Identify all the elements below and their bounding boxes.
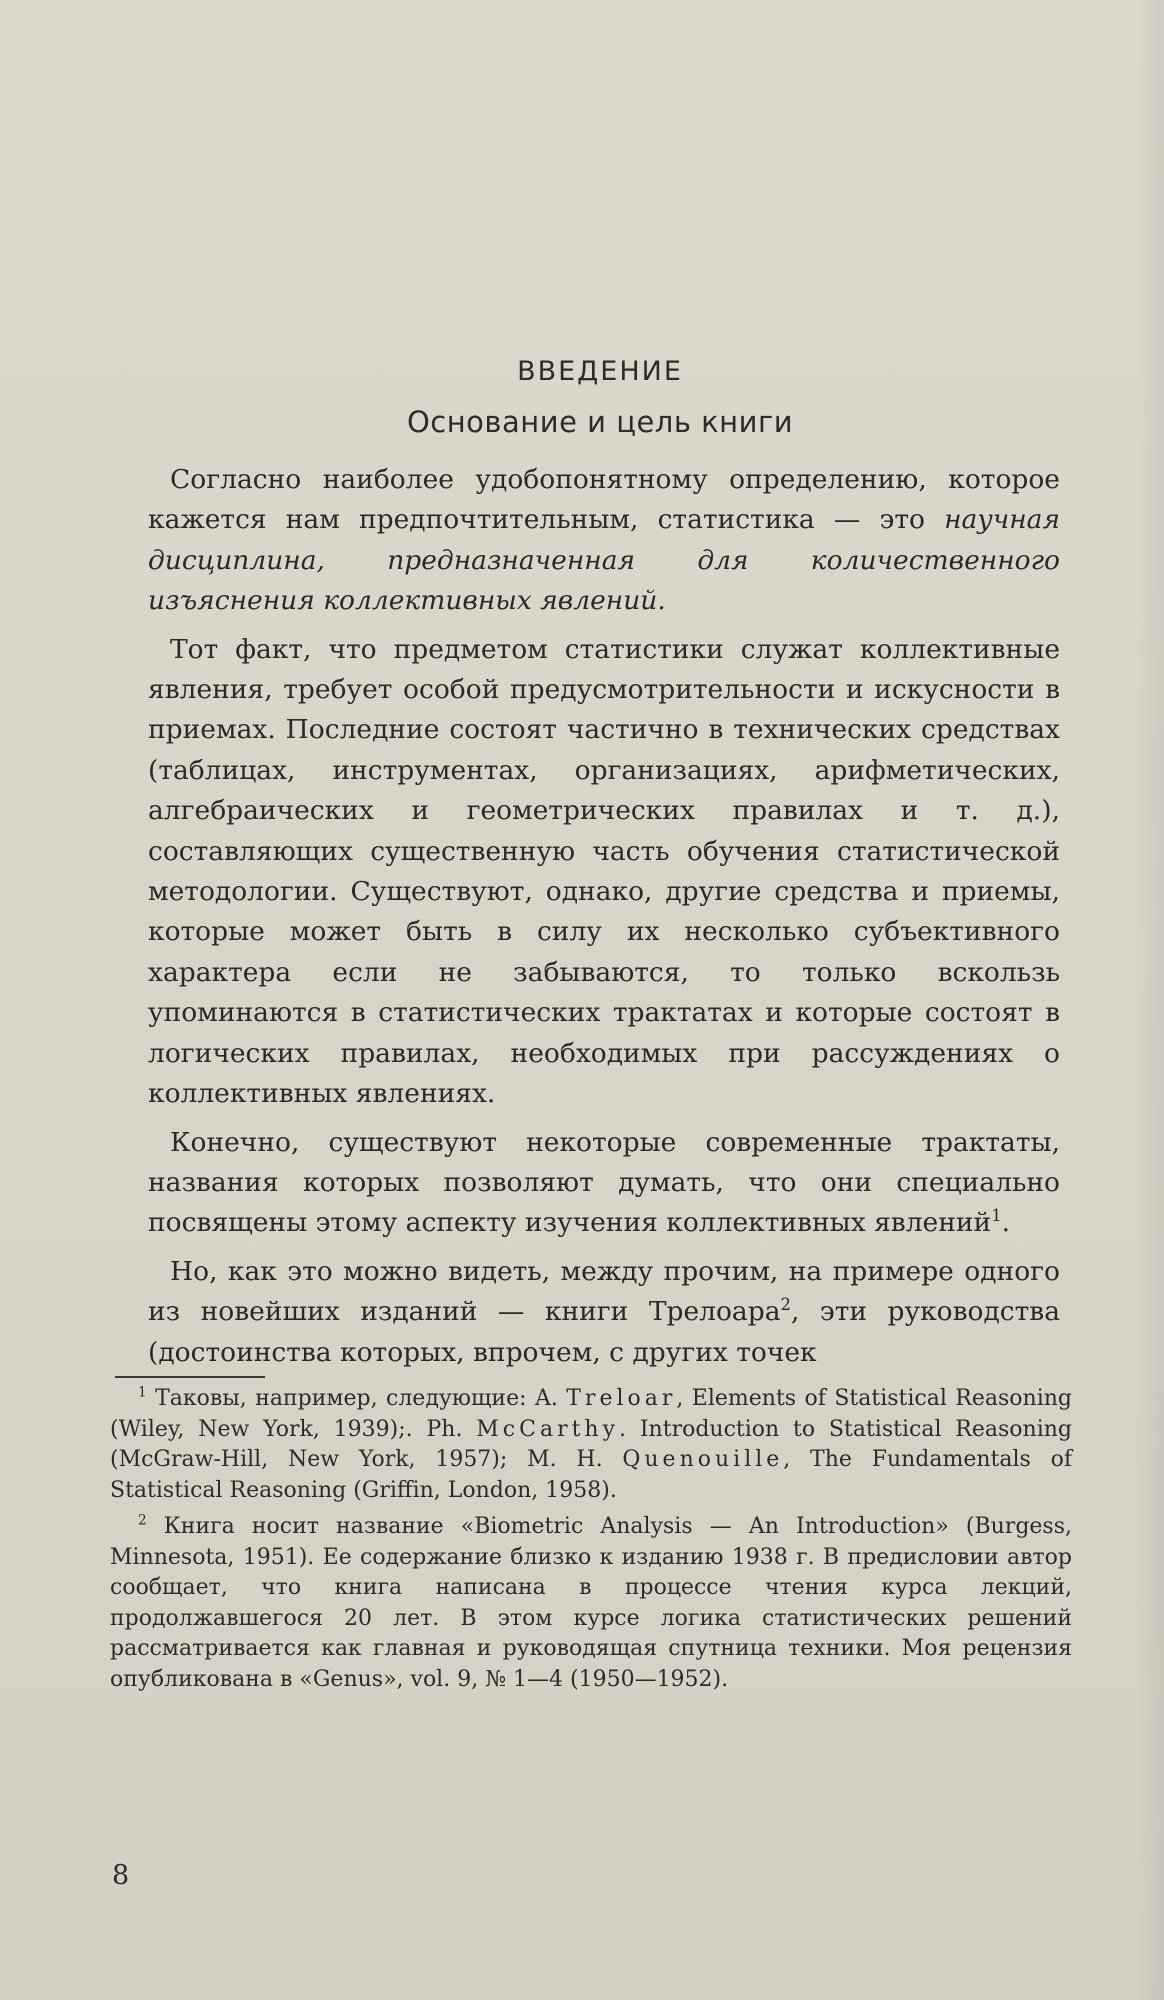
main-text (148, 460, 1060, 1381)
paragraph-1-text: Согласно наиболее удобопонятному определению, которое кажется нам предпочтительным, статистика — это (148, 464, 1060, 536)
footnote-2-mark: 2 (138, 1512, 147, 1529)
paragraph-3-text: Конечно, существуют некоторые современные трактаты, названия которых позволяют думать, что они специально посвящены этому аспекту изучения коллективных явлений (148, 1126, 1060, 1239)
definition-italic: научная дисциплина, предназначенная для количественного изъяснения коллективных явлений. (148, 504, 1060, 617)
footnote-1-text-a: Таковы, например, следующие: A. (146, 1386, 567, 1411)
footnote-1-text-b: , Elements of Statistical Reasoning (Wiley, New York, 1939);. Ph. (110, 1386, 1072, 1442)
paragraph-3 (148, 1123, 1060, 1244)
footnote-1-text-c: . Introduction to Statistical Reasoning (McGraw-Hill, New York, 1957); M. H. (110, 1416, 1072, 1472)
footnote-1-text-d: , The Fundamentals of Statistical Reasoning (Griffin, London, 1958). (110, 1447, 1072, 1503)
paragraph-4-text: Но, как это можно видеть, между прочим, на примере одного из новейших изданий — книги Трелоара (148, 1255, 1060, 1328)
paragraph-4-end: , эти руководства (достоинства которых, впрочем, с других точек (148, 1296, 1060, 1368)
footnote-2-text: Книга носит название «Biometric Analysis — An Introduction» (Burgess, Minnesota, 1951). Ее содержание близко к изданию 1938 г. В предисловии автор сообщает, что книга написана в процессе чтения курса лекций, продолжавшегося 20 лет. В этом курсе логика статистических решений рассматривается как главная и руководящая спутница техники. Моя рецензия опубликована в «Genus», vol. 9, № 1—4 (1950—1952). (110, 1514, 1072, 1692)
paragraph-4 (148, 1252, 1060, 1373)
page-edge-shadow (1136, 0, 1164, 2000)
footnote-ref-2: 2 (780, 1295, 791, 1315)
footnote-1 (110, 1384, 1072, 1506)
paragraph-1 (148, 460, 1060, 622)
footnotes (110, 1384, 1072, 1701)
footnote-1-mark: 1 (138, 1384, 147, 1401)
footnote-2 (110, 1512, 1072, 1695)
author-treloar: Treloar (566, 1386, 677, 1411)
paragraph-3-end: . (1001, 1207, 1011, 1239)
paragraph-2: Тот факт, что предметом статистики служат коллективные явления, требует особой предусмотрительности и искусности в приемах. Последние состоят частично в технических средствах (таблицах, инструментах, организациях, арифметических, алгебраических и геометрических правилах и т. д.), составляющих существенную часть обучения статистической методологии. Существуют, однако, другие средства и приемы, которые может быть в силу их несколько субъективного характера если не забываются, то только вскользь упоминаются в статистических трактатах и которые состоят в логических правилах, необходимых при рассуждениях о коллективных явлениях. (148, 633, 1060, 1110)
author-mccarthy: McCarthy (476, 1416, 620, 1442)
author-quenouille: Quenouille (622, 1447, 784, 1472)
footnote-divider (115, 1376, 265, 1378)
page-number: 8 (112, 1860, 130, 1891)
footnote-ref-1: 1 (991, 1206, 1002, 1226)
chapter-title: ВВЕДЕНИЕ (517, 356, 683, 387)
section-title: Основание и цель книги (406, 405, 794, 439)
